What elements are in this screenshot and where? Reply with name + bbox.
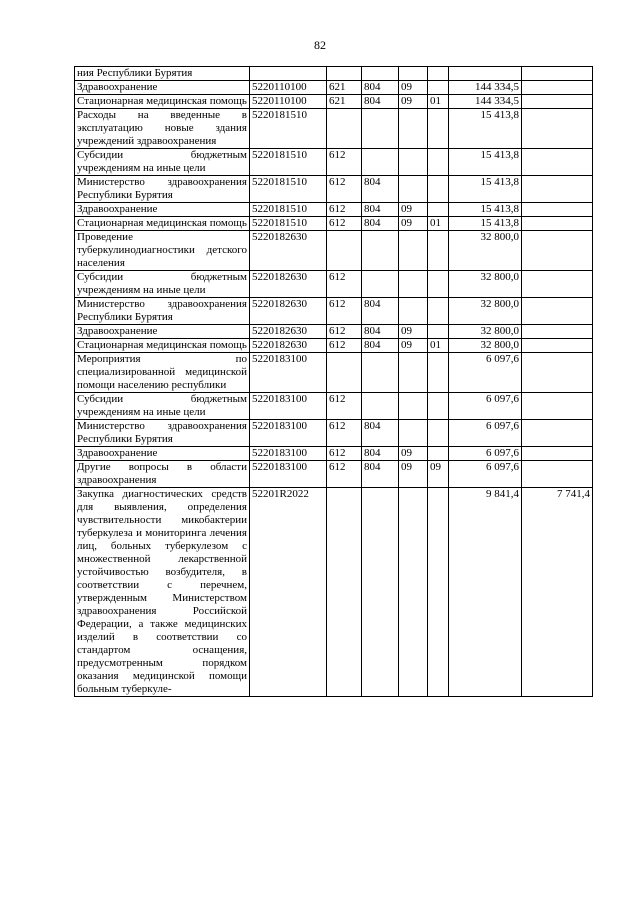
row-code-cell: 5220181510 bbox=[250, 217, 327, 231]
row-subsection-cell bbox=[399, 176, 428, 203]
row-name-cell: Здравоохранение bbox=[75, 81, 250, 95]
row-sum1-cell: 144 334,5 bbox=[449, 81, 522, 95]
row-mis-cell bbox=[428, 393, 449, 420]
row-grbs-cell: 612 bbox=[327, 203, 362, 217]
row-mis-cell: 09 bbox=[428, 461, 449, 488]
table-row bbox=[75, 231, 593, 271]
row-section-cell: 804 bbox=[362, 81, 399, 95]
row-section-cell: 804 bbox=[362, 217, 399, 231]
row-subsection-cell: 09 bbox=[399, 81, 428, 95]
row-mis-cell bbox=[428, 203, 449, 217]
row-subsection-cell bbox=[399, 420, 428, 447]
row-mis-cell bbox=[428, 298, 449, 325]
budget-table-body bbox=[75, 67, 593, 697]
row-subsection-cell: 09 bbox=[399, 217, 428, 231]
row-grbs-cell: 612 bbox=[327, 420, 362, 447]
row-code-cell: 5220182630 bbox=[250, 325, 327, 339]
row-subsection-cell bbox=[399, 271, 428, 298]
row-subsection-cell: 09 bbox=[399, 203, 428, 217]
row-subsection-cell bbox=[399, 109, 428, 149]
table-row bbox=[75, 271, 593, 298]
row-sum2-cell bbox=[522, 67, 593, 81]
table-row bbox=[75, 353, 593, 393]
row-grbs-cell: 612 bbox=[327, 176, 362, 203]
row-sum2-cell: 7 741,4 bbox=[522, 488, 593, 697]
row-sum2-cell bbox=[522, 217, 593, 231]
row-subsection-cell bbox=[399, 231, 428, 271]
row-sum1-cell: 15 413,8 bbox=[449, 217, 522, 231]
row-grbs-cell bbox=[327, 67, 362, 81]
row-sum1-cell bbox=[449, 67, 522, 81]
row-code-cell: 5220183100 bbox=[250, 461, 327, 488]
row-code-cell: 5220182630 bbox=[250, 231, 327, 271]
row-mis-cell bbox=[428, 271, 449, 298]
row-mis-cell bbox=[428, 67, 449, 81]
row-sum2-cell bbox=[522, 203, 593, 217]
row-name-cell: Другие вопросы в области здравоохранения bbox=[75, 461, 250, 488]
row-section-cell bbox=[362, 353, 399, 393]
row-grbs-cell: 612 bbox=[327, 461, 362, 488]
row-mis-cell bbox=[428, 81, 449, 95]
row-mis-cell bbox=[428, 353, 449, 393]
row-section-cell: 804 bbox=[362, 420, 399, 447]
row-subsection-cell: 09 bbox=[399, 447, 428, 461]
table-row bbox=[75, 203, 593, 217]
table-row bbox=[75, 95, 593, 109]
row-grbs-cell bbox=[327, 109, 362, 149]
table-row bbox=[75, 67, 593, 81]
row-subsection-cell: 09 bbox=[399, 461, 428, 488]
row-sum2-cell bbox=[522, 447, 593, 461]
row-sum2-cell bbox=[522, 231, 593, 271]
row-section-cell: 804 bbox=[362, 447, 399, 461]
row-code-cell: 5220183100 bbox=[250, 353, 327, 393]
row-code-cell: 5220182630 bbox=[250, 339, 327, 353]
row-code-cell: 5220183100 bbox=[250, 420, 327, 447]
table-row bbox=[75, 488, 593, 697]
row-name-cell: ния Республики Бурятия bbox=[75, 67, 250, 81]
row-sum2-cell bbox=[522, 461, 593, 488]
row-sum2-cell bbox=[522, 298, 593, 325]
row-sum1-cell: 32 800,0 bbox=[449, 271, 522, 298]
row-section-cell bbox=[362, 149, 399, 176]
table-row bbox=[75, 298, 593, 325]
row-mis-cell: 01 bbox=[428, 339, 449, 353]
row-name-cell: Стационарная медицинская помощь bbox=[75, 339, 250, 353]
page-number: 82 bbox=[314, 38, 326, 52]
table-row bbox=[75, 81, 593, 95]
row-sum1-cell: 144 334,5 bbox=[449, 95, 522, 109]
row-sum1-cell: 32 800,0 bbox=[449, 298, 522, 325]
row-code-cell: 5220183100 bbox=[250, 447, 327, 461]
row-code-cell: 5220182630 bbox=[250, 271, 327, 298]
row-grbs-cell: 612 bbox=[327, 339, 362, 353]
row-name-cell: Мероприятия по специализированной медицинской помощи населению республики bbox=[75, 353, 250, 393]
row-code-cell bbox=[250, 67, 327, 81]
row-section-cell: 804 bbox=[362, 325, 399, 339]
row-grbs-cell: 612 bbox=[327, 271, 362, 298]
row-section-cell: 804 bbox=[362, 95, 399, 109]
table-row bbox=[75, 325, 593, 339]
row-section-cell: 804 bbox=[362, 339, 399, 353]
row-code-cell: 5220181510 bbox=[250, 203, 327, 217]
row-sum2-cell bbox=[522, 353, 593, 393]
budget-table bbox=[74, 66, 593, 697]
table-row bbox=[75, 217, 593, 231]
row-code-cell: 5220183100 bbox=[250, 393, 327, 420]
row-section-cell bbox=[362, 109, 399, 149]
row-sum1-cell: 32 800,0 bbox=[449, 325, 522, 339]
row-sum1-cell: 6 097,6 bbox=[449, 447, 522, 461]
row-code-cell: 5220181510 bbox=[250, 176, 327, 203]
row-sum2-cell bbox=[522, 109, 593, 149]
row-code-cell: 5220110100 bbox=[250, 95, 327, 109]
row-sum1-cell: 6 097,6 bbox=[449, 420, 522, 447]
row-section-cell: 804 bbox=[362, 461, 399, 488]
row-mis-cell: 01 bbox=[428, 95, 449, 109]
row-name-cell: Министерство здравоохранения Республики Бурятия bbox=[75, 298, 250, 325]
row-name-cell: Стационарная медицинская помощь bbox=[75, 217, 250, 231]
row-grbs-cell bbox=[327, 231, 362, 271]
table-row bbox=[75, 461, 593, 488]
row-section-cell bbox=[362, 67, 399, 81]
row-subsection-cell bbox=[399, 353, 428, 393]
row-mis-cell: 01 bbox=[428, 217, 449, 231]
row-mis-cell bbox=[428, 325, 449, 339]
row-subsection-cell bbox=[399, 67, 428, 81]
row-mis-cell bbox=[428, 488, 449, 697]
row-sum2-cell bbox=[522, 339, 593, 353]
row-section-cell: 804 bbox=[362, 203, 399, 217]
table-row bbox=[75, 447, 593, 461]
row-section-cell bbox=[362, 393, 399, 420]
table-row bbox=[75, 109, 593, 149]
row-subsection-cell: 09 bbox=[399, 325, 428, 339]
row-name-cell: Проведение туберкулинодиагностики детского населения bbox=[75, 231, 250, 271]
row-mis-cell bbox=[428, 109, 449, 149]
row-sum2-cell bbox=[522, 271, 593, 298]
row-grbs-cell bbox=[327, 488, 362, 697]
row-grbs-cell bbox=[327, 353, 362, 393]
table-row bbox=[75, 149, 593, 176]
row-mis-cell bbox=[428, 176, 449, 203]
row-section-cell: 804 bbox=[362, 298, 399, 325]
row-sum2-cell bbox=[522, 149, 593, 176]
row-code-cell: 5220110100 bbox=[250, 81, 327, 95]
row-subsection-cell: 09 bbox=[399, 95, 428, 109]
row-sum2-cell bbox=[522, 420, 593, 447]
row-section-cell bbox=[362, 231, 399, 271]
row-subsection-cell bbox=[399, 149, 428, 176]
row-name-cell: Расходы на введенные в эксплуатацию новые здания учреждений здравоохранения bbox=[75, 109, 250, 149]
row-name-cell: Здравоохранение bbox=[75, 203, 250, 217]
row-section-cell: 804 bbox=[362, 176, 399, 203]
row-mis-cell bbox=[428, 420, 449, 447]
row-sum2-cell bbox=[522, 393, 593, 420]
row-sum1-cell: 9 841,4 bbox=[449, 488, 522, 697]
row-sum1-cell: 6 097,6 bbox=[449, 353, 522, 393]
row-mis-cell bbox=[428, 231, 449, 271]
row-name-cell: Стационарная медицинская помощь bbox=[75, 95, 250, 109]
row-grbs-cell: 612 bbox=[327, 325, 362, 339]
row-grbs-cell: 612 bbox=[327, 447, 362, 461]
row-grbs-cell: 612 bbox=[327, 393, 362, 420]
row-sum1-cell: 6 097,6 bbox=[449, 461, 522, 488]
row-code-cell: 5220182630 bbox=[250, 298, 327, 325]
row-sum2-cell bbox=[522, 81, 593, 95]
row-grbs-cell: 621 bbox=[327, 81, 362, 95]
row-sum2-cell bbox=[522, 325, 593, 339]
row-code-cell: 52201R2022 bbox=[250, 488, 327, 697]
row-name-cell: Закупка диагностических средств для выявления, определения чувствительности микобактерии туберкулеза и мониторинга лечения лиц, больных туберкулезом с множественной лекарственной устойчивостью возбудителя, в соответствии с перечнем, утвержденным Министерством здравоохранения Российской Федерации, а также медицинских изделий в соответствии со стандартом оснащения, предусмотренным порядком оказания медицинской помощи больным туберкуле- bbox=[75, 488, 250, 697]
row-sum2-cell bbox=[522, 176, 593, 203]
row-name-cell: Субсидии бюджетным учреждениям на иные цели bbox=[75, 149, 250, 176]
row-name-cell: Субсидии бюджетным учреждениям на иные цели bbox=[75, 271, 250, 298]
table-row bbox=[75, 393, 593, 420]
row-subsection-cell bbox=[399, 298, 428, 325]
row-mis-cell bbox=[428, 447, 449, 461]
row-name-cell: Министерство здравоохранения Республики Бурятия bbox=[75, 176, 250, 203]
row-sum1-cell: 32 800,0 bbox=[449, 231, 522, 271]
row-name-cell: Здравоохранение bbox=[75, 447, 250, 461]
row-sum1-cell: 15 413,8 bbox=[449, 176, 522, 203]
row-name-cell: Министерство здравоохранения Республики Бурятия bbox=[75, 420, 250, 447]
row-sum1-cell: 6 097,6 bbox=[449, 393, 522, 420]
row-section-cell bbox=[362, 488, 399, 697]
row-grbs-cell: 612 bbox=[327, 298, 362, 325]
row-sum1-cell: 15 413,8 bbox=[449, 203, 522, 217]
row-subsection-cell bbox=[399, 488, 428, 697]
row-sum2-cell bbox=[522, 95, 593, 109]
row-code-cell: 5220181510 bbox=[250, 109, 327, 149]
row-subsection-cell: 09 bbox=[399, 339, 428, 353]
row-grbs-cell: 612 bbox=[327, 149, 362, 176]
table-row bbox=[75, 339, 593, 353]
row-subsection-cell bbox=[399, 393, 428, 420]
row-mis-cell bbox=[428, 149, 449, 176]
table-row bbox=[75, 420, 593, 447]
row-code-cell: 5220181510 bbox=[250, 149, 327, 176]
row-sum1-cell: 15 413,8 bbox=[449, 109, 522, 149]
row-name-cell: Субсидии бюджетным учреждениям на иные цели bbox=[75, 393, 250, 420]
row-name-cell: Здравоохранение bbox=[75, 325, 250, 339]
row-grbs-cell: 621 bbox=[327, 95, 362, 109]
table-row bbox=[75, 176, 593, 203]
row-grbs-cell: 612 bbox=[327, 217, 362, 231]
row-sum1-cell: 15 413,8 bbox=[449, 149, 522, 176]
row-sum1-cell: 32 800,0 bbox=[449, 339, 522, 353]
row-section-cell bbox=[362, 271, 399, 298]
